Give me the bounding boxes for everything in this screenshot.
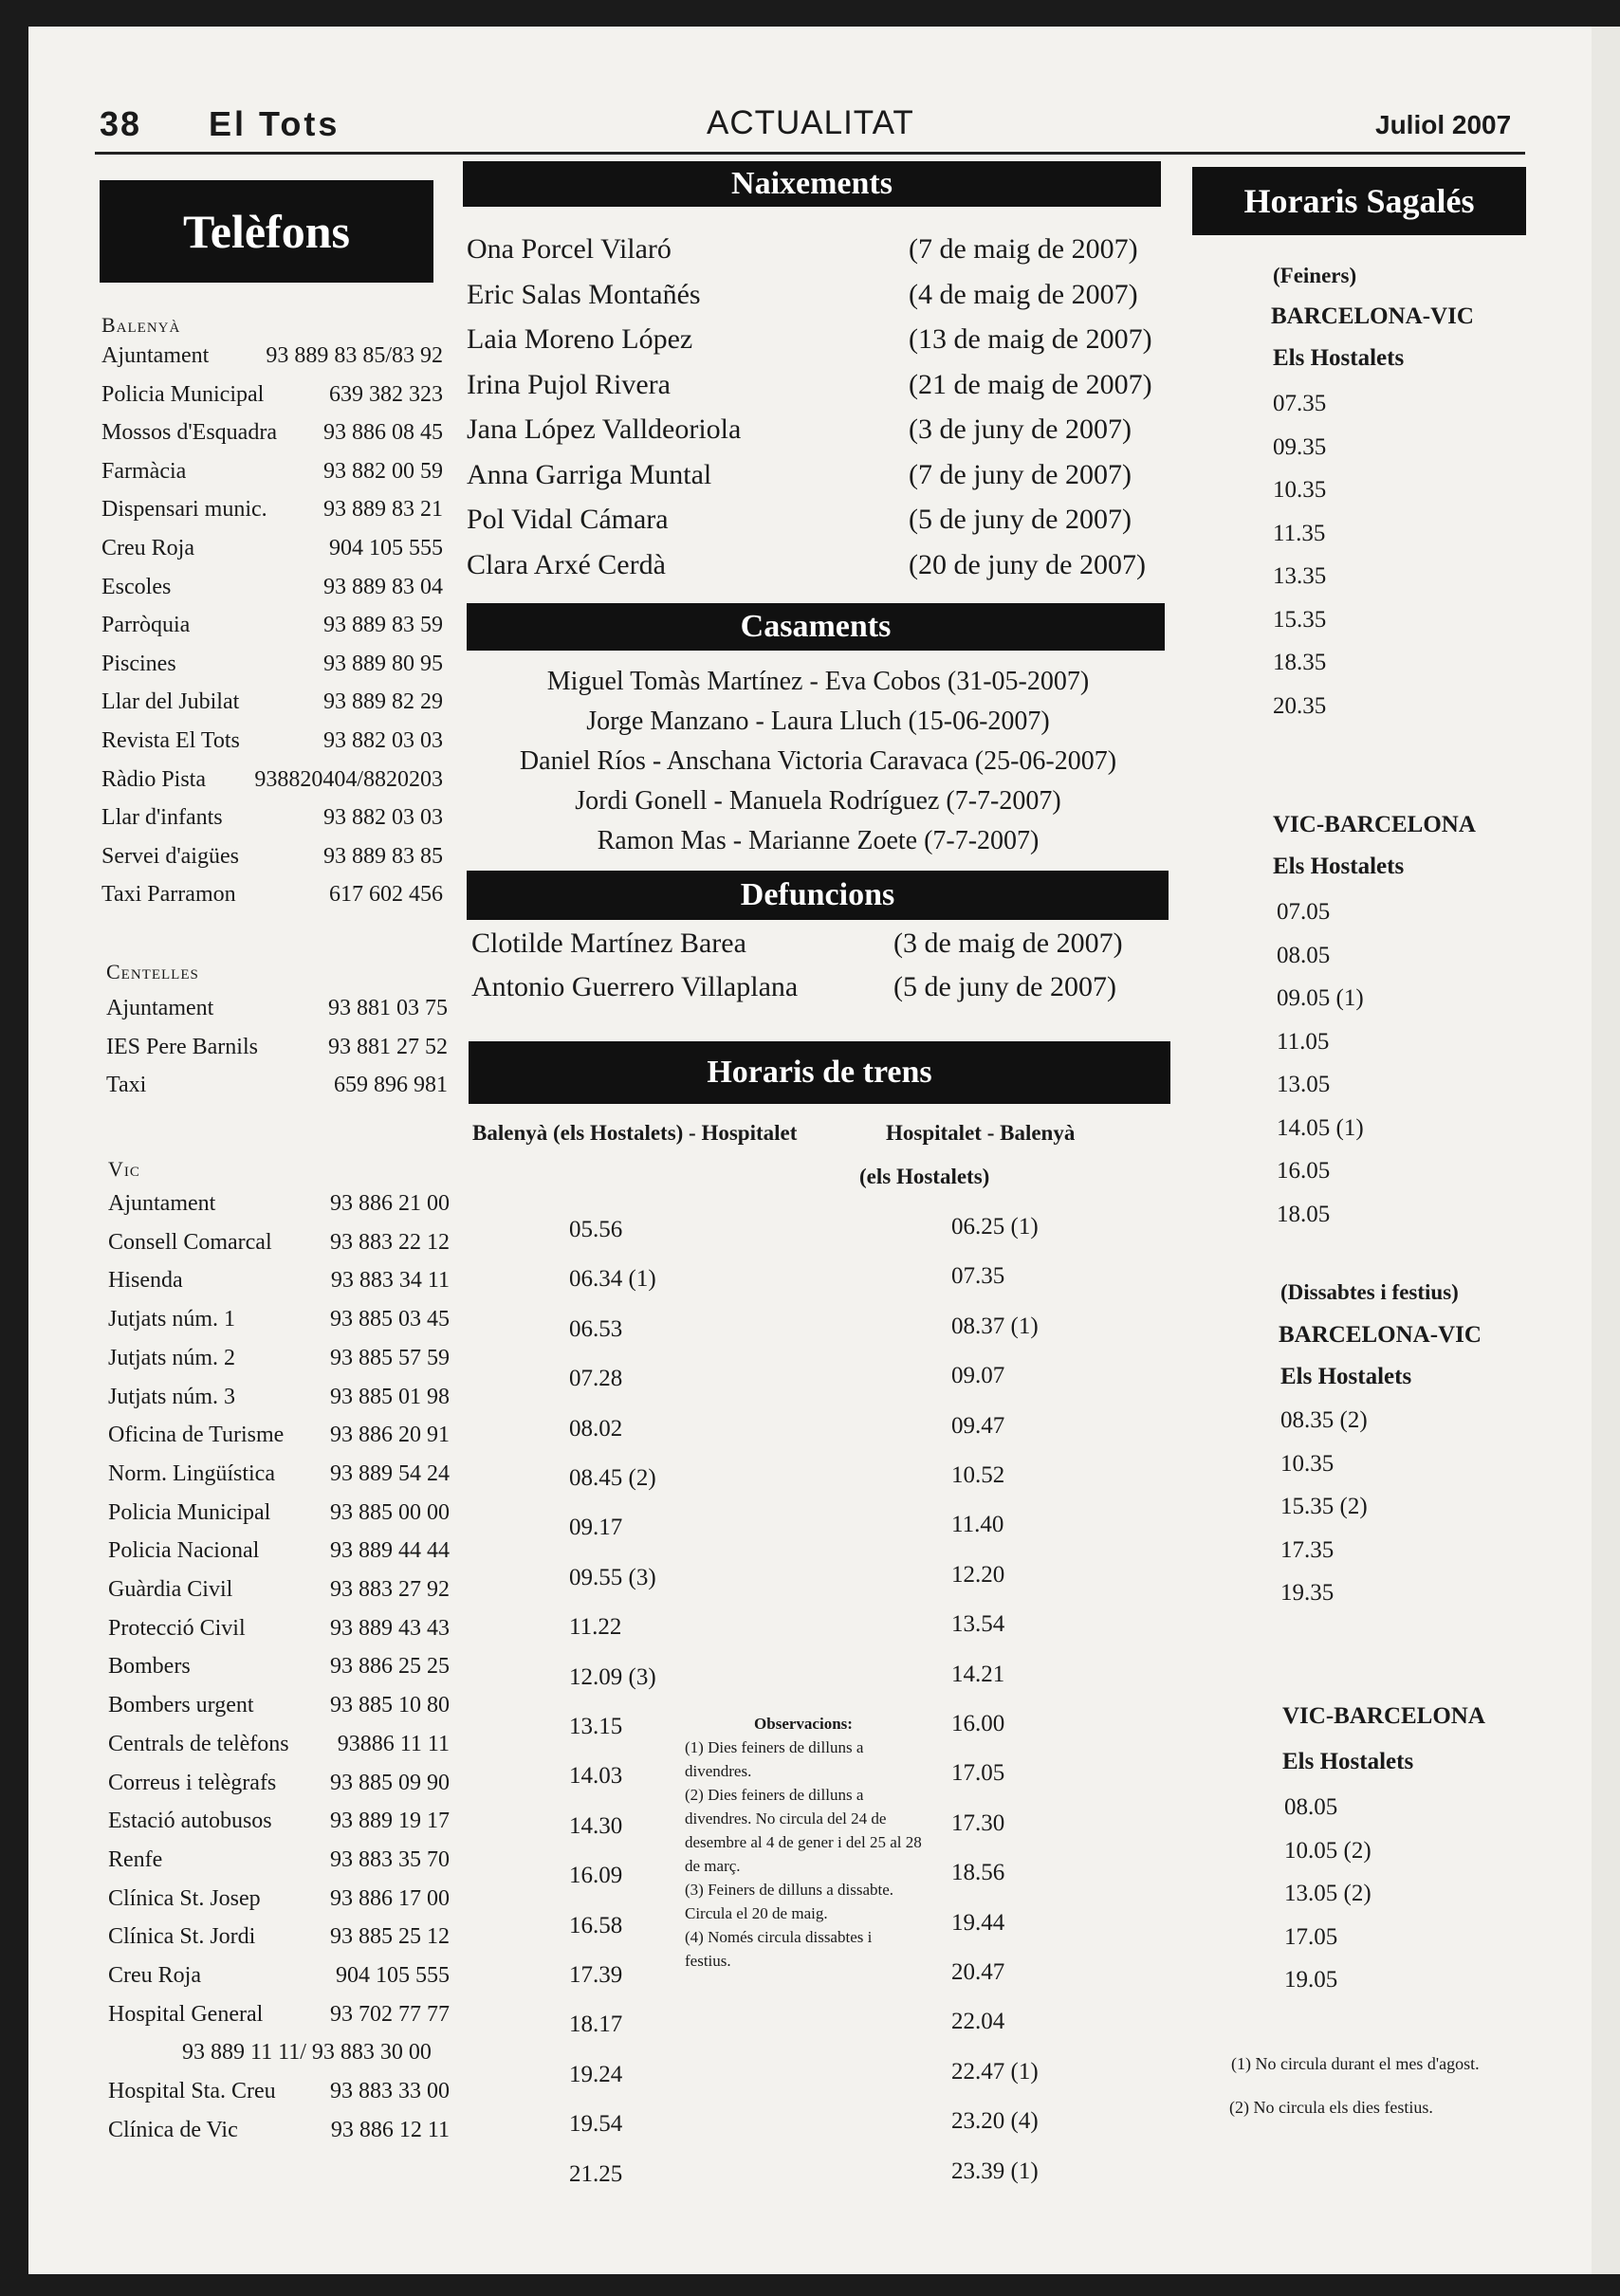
phone-row	[108, 1423, 450, 1460]
train-time-outbound: 14.03	[569, 1763, 623, 1789]
phone-name: Creu Roja	[101, 536, 194, 560]
phone-number: 93 885 03 45	[330, 1307, 450, 1332]
phone-number: 93 886 12 11	[330, 2118, 450, 2142]
train-time-outbound: 08.02	[569, 1416, 623, 1442]
phone-row	[108, 1191, 450, 1229]
bus-time: 19.05	[1284, 1967, 1338, 1993]
phone-number: 938820404/8820203	[254, 767, 443, 792]
birth-date: (4 de maig de 2007)	[909, 279, 1138, 310]
bus-time: 08.05	[1284, 1794, 1338, 1820]
train-time-outbound: 19.54	[569, 2111, 623, 2137]
train-time-return: 06.25 (1)	[951, 1214, 1039, 1240]
phone-number: 93 883 35 70	[330, 1847, 450, 1872]
train-time-outbound: 12.09 (3)	[569, 1664, 656, 1690]
phone-row	[108, 1809, 450, 1846]
bus-time: 07.35	[1273, 391, 1327, 416]
phone-name: Farmàcia	[101, 459, 187, 484]
bus-time: 09.35	[1273, 434, 1327, 460]
birth-date: (7 de juny de 2007)	[909, 459, 1132, 490]
train-time-return: 12.20	[951, 1562, 1005, 1588]
wedding-entry: Ramon Mas - Marianne Zoete (7-7-2007)	[597, 826, 1040, 855]
train-time-return: 17.05	[951, 1760, 1005, 1786]
phone-name: Clínica St. Jordi	[108, 1924, 256, 1949]
sagales-hostalets-2: Els Hostalets	[1273, 854, 1405, 879]
phone-name: Policia Nacional	[108, 1538, 260, 1563]
observacions-title: Observacions:	[754, 1715, 853, 1733]
trens-title: Horaris de trens	[469, 1041, 1170, 1104]
phone-row	[101, 689, 443, 727]
death-name: Clotilde Martínez Barea	[471, 928, 746, 959]
bus-time: 17.35	[1280, 1537, 1335, 1563]
phone-name: Escoles	[101, 575, 172, 599]
bus-time: 20.35	[1273, 693, 1327, 719]
phone-name: Hisenda	[108, 1268, 183, 1293]
phone-row	[108, 2079, 450, 2117]
train-time-return: 07.35	[951, 1263, 1005, 1289]
train-time-return: 18.56	[951, 1860, 1005, 1885]
phone-row	[108, 1385, 450, 1423]
phone-row	[101, 613, 443, 651]
birth-date: (20 de juny de 2007)	[909, 549, 1146, 580]
train-time-outbound: 17.39	[569, 1962, 623, 1988]
phone-row	[108, 1538, 450, 1576]
train-time-return: 09.47	[951, 1413, 1005, 1439]
phone-row	[108, 1307, 450, 1345]
trens-observacions	[685, 1712, 922, 1973]
phone-name: Centrals de telèfons	[108, 1732, 289, 1756]
phone-number: 93 886 21 00	[330, 1191, 450, 1216]
phone-number: 93 889 83 85	[323, 844, 443, 869]
phone-number: 93 883 27 92	[330, 1577, 450, 1602]
bus-time: 15.35	[1273, 607, 1327, 633]
defuncions-title: Defuncions	[467, 871, 1169, 920]
phone-name: Creu Roja	[108, 1963, 201, 1988]
phone-row	[101, 882, 443, 920]
phone-number: 904 105 555	[336, 1963, 450, 1988]
train-time-return: 17.30	[951, 1810, 1005, 1836]
birth-name: Clara Arxé Cerdà	[467, 549, 666, 580]
phone-name: Parròquia	[101, 613, 191, 637]
birth-name: Anna Garriga Muntal	[467, 459, 712, 490]
phone-number: 93 886 17 00	[330, 1886, 450, 1911]
wedding-entry: Miguel Tomàs Martínez - Eva Cobos (31-05-2007)	[546, 667, 1090, 696]
train-time-outbound: 07.28	[569, 1366, 623, 1391]
phone-row	[101, 343, 443, 381]
phone-name: Consell Comarcal	[108, 1230, 272, 1255]
phone-row	[108, 1346, 450, 1384]
train-time-return: 23.20 (4)	[951, 2108, 1039, 2134]
bus-time: 10.05 (2)	[1284, 1838, 1371, 1864]
phone-number: 93 885 57 59	[330, 1346, 450, 1370]
bus-time: 08.35 (2)	[1280, 1407, 1368, 1433]
phone-row	[108, 1963, 450, 2001]
phone-number: 93 889 54 24	[330, 1461, 450, 1486]
phone-name: Correus i telègrafs	[108, 1771, 277, 1795]
train-time-return: 23.39 (1)	[951, 2158, 1039, 2184]
phone-row	[108, 1268, 450, 1306]
train-time-outbound: 06.34 (1)	[569, 1266, 656, 1292]
bus-time: 11.05	[1277, 1029, 1330, 1055]
birth-name: Eric Salas Montañés	[467, 279, 701, 310]
birth-name: Laia Moreno López	[467, 323, 693, 355]
phone-number: 93 889 83 21	[323, 497, 443, 522]
phone-name: Jutjats núm. 2	[108, 1346, 236, 1370]
observacio-2: (2) Dies feiners de dilluns a divendres. No circula del 24 de desembre al 4 de gener i del 25 al 28 de març.	[685, 1786, 922, 1875]
observacio-4: (4) Només circula dissabtes i festius.	[685, 1928, 873, 1970]
issue-date: Juliol 2007	[1375, 110, 1512, 139]
train-time-outbound: 18.17	[569, 2011, 623, 2037]
birth-date: (13 de maig de 2007)	[909, 323, 1152, 355]
death-name: Antonio Guerrero Villaplana	[471, 971, 799, 1002]
phone-name: Revista El Tots	[101, 728, 240, 753]
phone-name: Jutjats núm. 1	[108, 1307, 236, 1332]
naixements-title: Naixements	[463, 161, 1161, 207]
wedding-entry: Jordi Gonell - Manuela Rodríguez (7-7-2007)	[575, 786, 1061, 816]
birth-name: Jana López Valldeoriola	[467, 413, 742, 445]
phone-name: Estació autobusos	[108, 1809, 272, 1833]
train-time-return: 10.52	[951, 1462, 1005, 1488]
bus-time: 15.35 (2)	[1280, 1494, 1368, 1519]
birth-name: Ona Porcel Vilaró	[467, 233, 672, 265]
birth-date: (3 de juny de 2007)	[909, 413, 1132, 445]
phone-row	[101, 844, 443, 882]
bus-time: 14.05 (1)	[1277, 1115, 1364, 1141]
bus-time: 17.05	[1284, 1924, 1338, 1950]
group-heading: Vic	[108, 1157, 140, 1181]
phone-name: Jutjats núm. 3	[108, 1385, 236, 1409]
train-time-return: 11.40	[951, 1512, 1004, 1537]
phone-number: 93 889 19 17	[330, 1809, 450, 1833]
phone-row	[106, 996, 448, 1034]
phone-row	[106, 1073, 448, 1111]
train-time-outbound: 09.55 (3)	[569, 1565, 656, 1590]
phone-number: 93 882 03 03	[323, 805, 443, 830]
train-time-return: 16.00	[951, 1711, 1005, 1736]
page-number: 38	[100, 104, 142, 143]
train-time-outbound: 14.30	[569, 1813, 623, 1839]
phone-name: Ràdio Pista	[101, 767, 207, 792]
phone-name: Hospital General	[108, 2002, 264, 2027]
bus-time: 16.05	[1277, 1158, 1331, 1184]
train-time-return: 22.47 (1)	[951, 2059, 1039, 2085]
phone-row	[108, 2002, 450, 2040]
sagales-vic-bcn-1: VIC-BARCELONA	[1273, 812, 1476, 837]
sagales-nota-2: (2) No circula els dies festius.	[1229, 2098, 1433, 2117]
bus-time: 08.05	[1277, 943, 1331, 968]
phone-number: 639 382 323	[329, 382, 443, 407]
sagales-nota-1: (1) No circula durant el mes d'agost.	[1231, 2054, 1480, 2073]
phone-name: Dispensari munic.	[101, 497, 267, 522]
phone-number: 93 889 83 04	[323, 575, 443, 599]
train-time-outbound: 06.53	[569, 1316, 623, 1342]
train-time-outbound: 11.22	[569, 1614, 622, 1640]
phone-row	[108, 1886, 450, 1924]
phone-number: 93 885 10 80	[330, 1693, 450, 1717]
phone-number: 93 886 25 25	[330, 1654, 450, 1679]
bus-time: 19.35	[1280, 1580, 1335, 1606]
phone-number: 93 881 03 75	[328, 996, 448, 1020]
phone-row	[108, 2040, 450, 2078]
observacio-3: (3) Feiners de dilluns a dissabte. Circula el 20 de maig.	[685, 1881, 894, 1922]
phone-number: 93 889 11 11/ 93 883 30 00	[182, 2040, 432, 2065]
phone-row	[101, 459, 443, 497]
phone-name: Taxi Parramon	[101, 882, 236, 907]
birth-name: Irina Pujol Rivera	[467, 369, 671, 400]
phone-row	[108, 1461, 450, 1499]
phone-number: 93 889 82 29	[323, 689, 443, 714]
phone-name: Hospital Sta. Creu	[108, 2079, 276, 2103]
phone-row	[101, 728, 443, 766]
phone-number: 93 881 27 52	[328, 1035, 448, 1059]
phone-name: Llar d'infants	[101, 805, 223, 830]
train-time-outbound: 13.15	[569, 1714, 623, 1739]
wedding-entry: Jorge Manzano - Laura Lluch (15-06-2007)	[586, 707, 1050, 736]
train-time-return: 13.54	[951, 1611, 1005, 1637]
publication-name: El Tots	[209, 104, 341, 143]
page-edge	[1592, 27, 1620, 2274]
phone-row	[101, 805, 443, 843]
bus-time: 10.35	[1273, 477, 1327, 503]
phone-name: Oficina de Turisme	[108, 1423, 285, 1447]
phone-row	[101, 652, 443, 689]
train-time-outbound: 09.17	[569, 1515, 623, 1540]
phone-number: 93 883 22 12	[330, 1230, 450, 1255]
sagales-hostalets-3: Els Hostalets	[1280, 1364, 1412, 1389]
train-time-outbound: 21.25	[569, 2161, 623, 2187]
telefons-title: Telèfons	[100, 180, 433, 283]
sagales-feiners: (Feiners)	[1273, 264, 1357, 287]
death-date: (3 de maig de 2007)	[893, 928, 1123, 959]
birth-date: (7 de maig de 2007)	[909, 233, 1138, 265]
phone-row	[101, 420, 443, 458]
phone-name: Ajuntament	[106, 996, 214, 1020]
section-title: ACTUALITAT	[707, 104, 914, 141]
bus-time: 13.35	[1273, 563, 1327, 589]
train-time-return: 14.21	[951, 1662, 1005, 1687]
phone-name: Clínica St. Josep	[108, 1886, 261, 1911]
phone-number: 93 885 25 12	[330, 1924, 450, 1949]
sagales-hostalets-4: Els Hostalets	[1282, 1749, 1414, 1774]
bus-time: 09.05 (1)	[1277, 985, 1364, 1011]
phone-name: Norm. Lingüística	[108, 1461, 275, 1486]
phone-row	[101, 536, 443, 574]
sagales-vic-bcn-2: VIC-BARCELONA	[1282, 1703, 1485, 1729]
train-time-outbound: 16.09	[569, 1863, 623, 1888]
phone-number: 93886 11 11	[337, 1732, 450, 1756]
phone-name: IES Pere Barnils	[106, 1035, 258, 1059]
casaments-title: Casaments	[467, 603, 1165, 651]
phone-row	[101, 767, 443, 805]
phone-name: Taxi	[106, 1073, 147, 1097]
train-time-outbound: 08.45 (2)	[569, 1465, 656, 1491]
phone-number: 93 885 01 98	[330, 1385, 450, 1409]
phone-number: 93 883 34 11	[330, 1268, 450, 1293]
phone-name: Piscines	[101, 652, 176, 676]
phone-number: 93 886 20 91	[330, 1423, 450, 1447]
phone-row	[108, 1616, 450, 1654]
phone-name: Ajuntament	[108, 1191, 216, 1216]
train-time-outbound: 05.56	[569, 1217, 623, 1242]
phone-name: Policia Municipal	[108, 1500, 271, 1525]
bus-time: 18.35	[1273, 650, 1327, 675]
phone-name: Servei d'aigües	[101, 844, 239, 869]
phone-row	[106, 1035, 448, 1073]
phone-name: Llar del Jubilat	[101, 689, 240, 714]
phone-number: 904 105 555	[329, 536, 443, 560]
wedding-entry: Daniel Ríos - Anschana Victoria Caravaca (25-06-2007)	[519, 746, 1117, 776]
train-time-outbound: 19.24	[569, 2062, 623, 2087]
phone-row	[108, 2118, 450, 2156]
bus-time: 18.05	[1277, 1202, 1331, 1227]
phone-row	[101, 497, 443, 535]
birth-date: (5 de juny de 2007)	[909, 504, 1132, 535]
bus-time: 07.05	[1277, 899, 1331, 925]
phone-row	[101, 382, 443, 420]
bus-time: 13.05	[1277, 1072, 1331, 1097]
sagales-bcn-vic-1: BARCELONA-VIC	[1271, 303, 1474, 329]
group-heading: Centelles	[106, 960, 199, 983]
phone-name: Clínica de Vic	[108, 2118, 238, 2142]
phone-number: 93 889 83 59	[323, 613, 443, 637]
phone-name: Renfe	[108, 1847, 163, 1872]
phone-name: Guàrdia Civil	[108, 1577, 233, 1602]
bus-time: 10.35	[1280, 1451, 1335, 1477]
phone-row	[108, 1577, 450, 1615]
bus-time: 13.05 (2)	[1284, 1881, 1371, 1906]
phone-number: 93 885 00 00	[330, 1500, 450, 1525]
death-date: (5 de juny de 2007)	[893, 971, 1116, 1002]
observacio-1: (1) Dies feiners de dilluns a divendres.	[685, 1738, 864, 1780]
phone-number: 93 889 83 85/83 92	[266, 343, 443, 368]
birth-name: Pol Vidal Cámara	[467, 504, 669, 535]
phone-number: 93 702 77 77	[330, 2002, 450, 2027]
phone-number: 93 889 44 44	[330, 1538, 450, 1563]
phone-name: Ajuntament	[101, 343, 210, 368]
phone-name: Policia Municipal	[101, 382, 265, 407]
phone-row	[108, 1230, 450, 1268]
phone-number: 93 886 08 45	[323, 420, 443, 445]
phone-row	[101, 575, 443, 613]
header-rule	[95, 152, 1525, 155]
phone-name: Mossos d'Esquadra	[101, 420, 277, 445]
sagales-bcn-vic-2: BARCELONA-VIC	[1279, 1322, 1482, 1348]
phone-name: Bombers urgent	[108, 1693, 254, 1717]
phone-row	[108, 1771, 450, 1809]
phone-row	[108, 1924, 450, 1962]
train-time-return: 22.04	[951, 2009, 1005, 2034]
phone-name: Bombers	[108, 1654, 191, 1679]
phone-row	[108, 1500, 450, 1538]
phone-number: 93 882 03 03	[323, 728, 443, 753]
trens-col2-header: Hospitalet - Balenyà	[886, 1121, 1076, 1145]
phone-number: 93 889 43 43	[330, 1616, 450, 1641]
train-time-outbound: 16.58	[569, 1913, 623, 1938]
phone-number: 93 882 00 59	[323, 459, 443, 484]
phone-number: 93 889 80 95	[323, 652, 443, 676]
phone-row	[108, 1654, 450, 1692]
phone-number: 93 885 09 90	[330, 1771, 450, 1795]
bus-time: 11.35	[1273, 521, 1326, 546]
birth-date: (21 de maig de 2007)	[909, 369, 1152, 400]
phone-row	[108, 1847, 450, 1885]
sagales-title: Horaris Sagalés	[1192, 167, 1526, 235]
train-time-return: 19.44	[951, 1910, 1005, 1936]
train-time-return: 08.37 (1)	[951, 1313, 1039, 1339]
train-time-return: 09.07	[951, 1363, 1005, 1388]
train-time-return: 20.47	[951, 1959, 1005, 1985]
trens-col2-header-sub: (els Hostalets)	[859, 1165, 990, 1188]
trens-col1-header: Balenyà (els Hostalets) - Hospitalet	[472, 1121, 798, 1145]
phone-number: 659 896 981	[334, 1073, 448, 1097]
phone-number: 617 602 456	[329, 882, 443, 907]
phone-number: 93 883 33 00	[330, 2079, 450, 2103]
phone-row	[108, 1732, 450, 1770]
group-heading: Balenyà	[101, 313, 181, 337]
sagales-dissabtes: (Dissabtes i festius)	[1280, 1280, 1459, 1304]
phone-name: Protecció Civil	[108, 1616, 246, 1641]
phone-row	[108, 1693, 450, 1731]
sagales-hostalets-1: Els Hostalets	[1273, 345, 1405, 371]
